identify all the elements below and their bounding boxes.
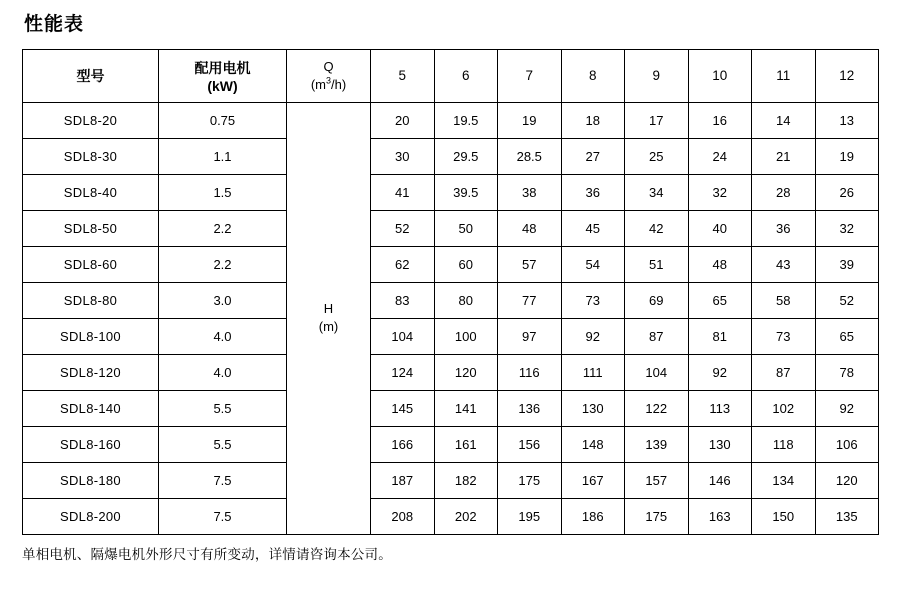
cell-model: SDL8-30	[23, 138, 159, 174]
cell-head-3: 36	[561, 174, 625, 210]
cell-model: SDL8-80	[23, 282, 159, 318]
cell-head-6: 14	[752, 102, 816, 138]
cell-head-1: 141	[434, 390, 498, 426]
cell-head-5: 130	[688, 426, 752, 462]
table-row	[23, 462, 879, 498]
cell-model: SDL8-180	[23, 462, 159, 498]
cell-head-1: 29.5	[434, 138, 498, 174]
table-row	[23, 138, 879, 174]
cell-head-6: 58	[752, 282, 816, 318]
cell-head-5: 40	[688, 210, 752, 246]
cell-head-5: 32	[688, 174, 752, 210]
flow-unit	[287, 76, 370, 94]
column-header-power-line2: (kW)	[207, 77, 238, 94]
cell-head-6: 73	[752, 318, 816, 354]
cell-power: 4.0	[159, 354, 287, 390]
cell-head-2: 195	[498, 498, 562, 534]
cell-head-1: 39.5	[434, 174, 498, 210]
cell-head-2: 38	[498, 174, 562, 210]
column-header-flow-7: 12	[815, 49, 879, 102]
cell-head-7: 120	[815, 462, 879, 498]
cell-power: 3.0	[159, 282, 287, 318]
cell-head-2: 48	[498, 210, 562, 246]
flow-symbol: Q	[323, 59, 334, 75]
cell-head-5: 146	[688, 462, 752, 498]
page-title: 性能表	[24, 14, 85, 35]
cell-head-5: 113	[688, 390, 752, 426]
cell-head-0: 124	[371, 354, 435, 390]
cell-head-4: 87	[625, 318, 689, 354]
cell-model: SDL8-160	[23, 426, 159, 462]
column-header-flow-5: 10	[688, 49, 752, 102]
cell-head-0: 52	[371, 210, 435, 246]
table-row	[23, 102, 879, 138]
cell-head-4: 157	[625, 462, 689, 498]
column-header-flow-0: 5	[371, 49, 435, 102]
cell-head-1: 80	[434, 282, 498, 318]
table-row	[23, 498, 879, 534]
cell-head-3: 92	[561, 318, 625, 354]
cell-model: SDL8-100	[23, 318, 159, 354]
cell-model: SDL8-40	[23, 174, 159, 210]
cell-model: SDL8-200	[23, 498, 159, 534]
table-header	[23, 49, 879, 102]
cell-power: 5.5	[159, 426, 287, 462]
cell-head-5: 163	[688, 498, 752, 534]
flow-unit-prefix: (m	[310, 76, 326, 92]
cell-head-0: 83	[371, 282, 435, 318]
cell-head-1: 100	[434, 318, 498, 354]
cell-head-6: 28	[752, 174, 816, 210]
cell-model: SDL8-50	[23, 210, 159, 246]
cell-head-1: 202	[434, 498, 498, 534]
cell-head-6: 150	[752, 498, 816, 534]
cell-head-5: 65	[688, 282, 752, 318]
cell-head-6: 87	[752, 354, 816, 390]
cell-head-0: 104	[371, 318, 435, 354]
cell-head-1: 182	[434, 462, 498, 498]
cell-head-4: 175	[625, 498, 689, 534]
flow-unit-exponent: 3	[325, 75, 331, 86]
cell-head-6: 118	[752, 426, 816, 462]
cell-head-4: 69	[625, 282, 689, 318]
cell-head-3: 54	[561, 246, 625, 282]
table-row	[23, 282, 879, 318]
cell-head-4: 139	[625, 426, 689, 462]
cell-head-2: 77	[498, 282, 562, 318]
cell-head-6: 21	[752, 138, 816, 174]
cell-head-3: 111	[561, 354, 625, 390]
column-header-model: 型号	[23, 49, 159, 102]
cell-head-0: 187	[371, 462, 435, 498]
table-row	[23, 354, 879, 390]
cell-head-4: 42	[625, 210, 689, 246]
cell-model: SDL8-20	[23, 102, 159, 138]
cell-model: SDL8-120	[23, 354, 159, 390]
column-header-flow-6: 11	[752, 49, 816, 102]
cell-head-4: 25	[625, 138, 689, 174]
cell-head-6: 36	[752, 210, 816, 246]
cell-head-6: 102	[752, 390, 816, 426]
table-row	[23, 390, 879, 426]
cell-head-5: 48	[688, 246, 752, 282]
cell-head-2: 57	[498, 246, 562, 282]
cell-head-2: 97	[498, 318, 562, 354]
cell-head-0: 166	[371, 426, 435, 462]
cell-head-7: 26	[815, 174, 879, 210]
cell-head-0: 208	[371, 498, 435, 534]
table-body	[23, 102, 879, 534]
cell-head-3: 18	[561, 102, 625, 138]
cell-head-0: 30	[371, 138, 435, 174]
table-footnote: 单相电机、隔爆电机外形尺寸有所变动，详情请咨询本公司。	[22, 546, 392, 562]
cell-head-3: 167	[561, 462, 625, 498]
performance-table	[22, 49, 879, 535]
cell-head-0: 145	[371, 390, 435, 426]
column-header-flow-1: 6	[434, 49, 498, 102]
cell-head-7: 13	[815, 102, 879, 138]
cell-head-4: 34	[625, 174, 689, 210]
cell-head-1: 50	[434, 210, 498, 246]
flow-unit-suffix: /h)	[331, 76, 347, 92]
cell-head-label	[287, 102, 371, 534]
cell-power: 2.2	[159, 246, 287, 282]
cell-head-5: 16	[688, 102, 752, 138]
cell-head-7: 106	[815, 426, 879, 462]
cell-head-7: 19	[815, 138, 879, 174]
cell-power: 5.5	[159, 390, 287, 426]
cell-head-2: 136	[498, 390, 562, 426]
column-header-flow-3: 8	[561, 49, 625, 102]
cell-head-7: 65	[815, 318, 879, 354]
cell-head-3: 148	[561, 426, 625, 462]
head-unit: (m)	[318, 319, 339, 335]
cell-head-1: 161	[434, 426, 498, 462]
cell-power: 7.5	[159, 498, 287, 534]
column-header-flow	[287, 49, 371, 102]
cell-head-2: 156	[498, 426, 562, 462]
cell-head-4: 17	[625, 102, 689, 138]
cell-model: SDL8-140	[23, 390, 159, 426]
cell-head-7: 32	[815, 210, 879, 246]
cell-head-3: 73	[561, 282, 625, 318]
cell-power: 7.5	[159, 462, 287, 498]
cell-head-4: 51	[625, 246, 689, 282]
column-header-flow-2: 7	[498, 49, 562, 102]
table-row	[23, 246, 879, 282]
cell-head-6: 43	[752, 246, 816, 282]
cell-head-7: 92	[815, 390, 879, 426]
cell-power: 1.1	[159, 138, 287, 174]
cell-head-4: 122	[625, 390, 689, 426]
cell-head-7: 135	[815, 498, 879, 534]
cell-head-3: 45	[561, 210, 625, 246]
table-row	[23, 318, 879, 354]
cell-head-3: 27	[561, 138, 625, 174]
table-row	[23, 174, 879, 210]
cell-head-2: 116	[498, 354, 562, 390]
column-header-power	[159, 49, 287, 102]
cell-head-3: 186	[561, 498, 625, 534]
table-row	[23, 210, 879, 246]
cell-head-2: 19	[498, 102, 562, 138]
cell-head-4: 104	[625, 354, 689, 390]
cell-power: 1.5	[159, 174, 287, 210]
cell-head-1: 19.5	[434, 102, 498, 138]
cell-head-0: 20	[371, 102, 435, 138]
cell-model: SDL8-60	[23, 246, 159, 282]
cell-head-7: 39	[815, 246, 879, 282]
table-header-row	[23, 49, 879, 102]
cell-head-1: 60	[434, 246, 498, 282]
cell-head-7: 78	[815, 354, 879, 390]
cell-head-5: 92	[688, 354, 752, 390]
column-header-power-line1: 配用电机	[194, 59, 251, 76]
cell-power: 2.2	[159, 210, 287, 246]
cell-head-5: 24	[688, 138, 752, 174]
cell-head-0: 41	[371, 174, 435, 210]
cell-head-0: 62	[371, 246, 435, 282]
column-header-flow-4: 9	[625, 49, 689, 102]
cell-power: 0.75	[159, 102, 287, 138]
cell-head-2: 175	[498, 462, 562, 498]
cell-power: 4.0	[159, 318, 287, 354]
cell-head-2: 28.5	[498, 138, 562, 174]
table-row	[23, 426, 879, 462]
cell-head-7: 52	[815, 282, 879, 318]
cell-head-6: 134	[752, 462, 816, 498]
cell-head-5: 81	[688, 318, 752, 354]
cell-head-3: 130	[561, 390, 625, 426]
cell-head-1: 120	[434, 354, 498, 390]
head-symbol: H	[323, 301, 334, 317]
